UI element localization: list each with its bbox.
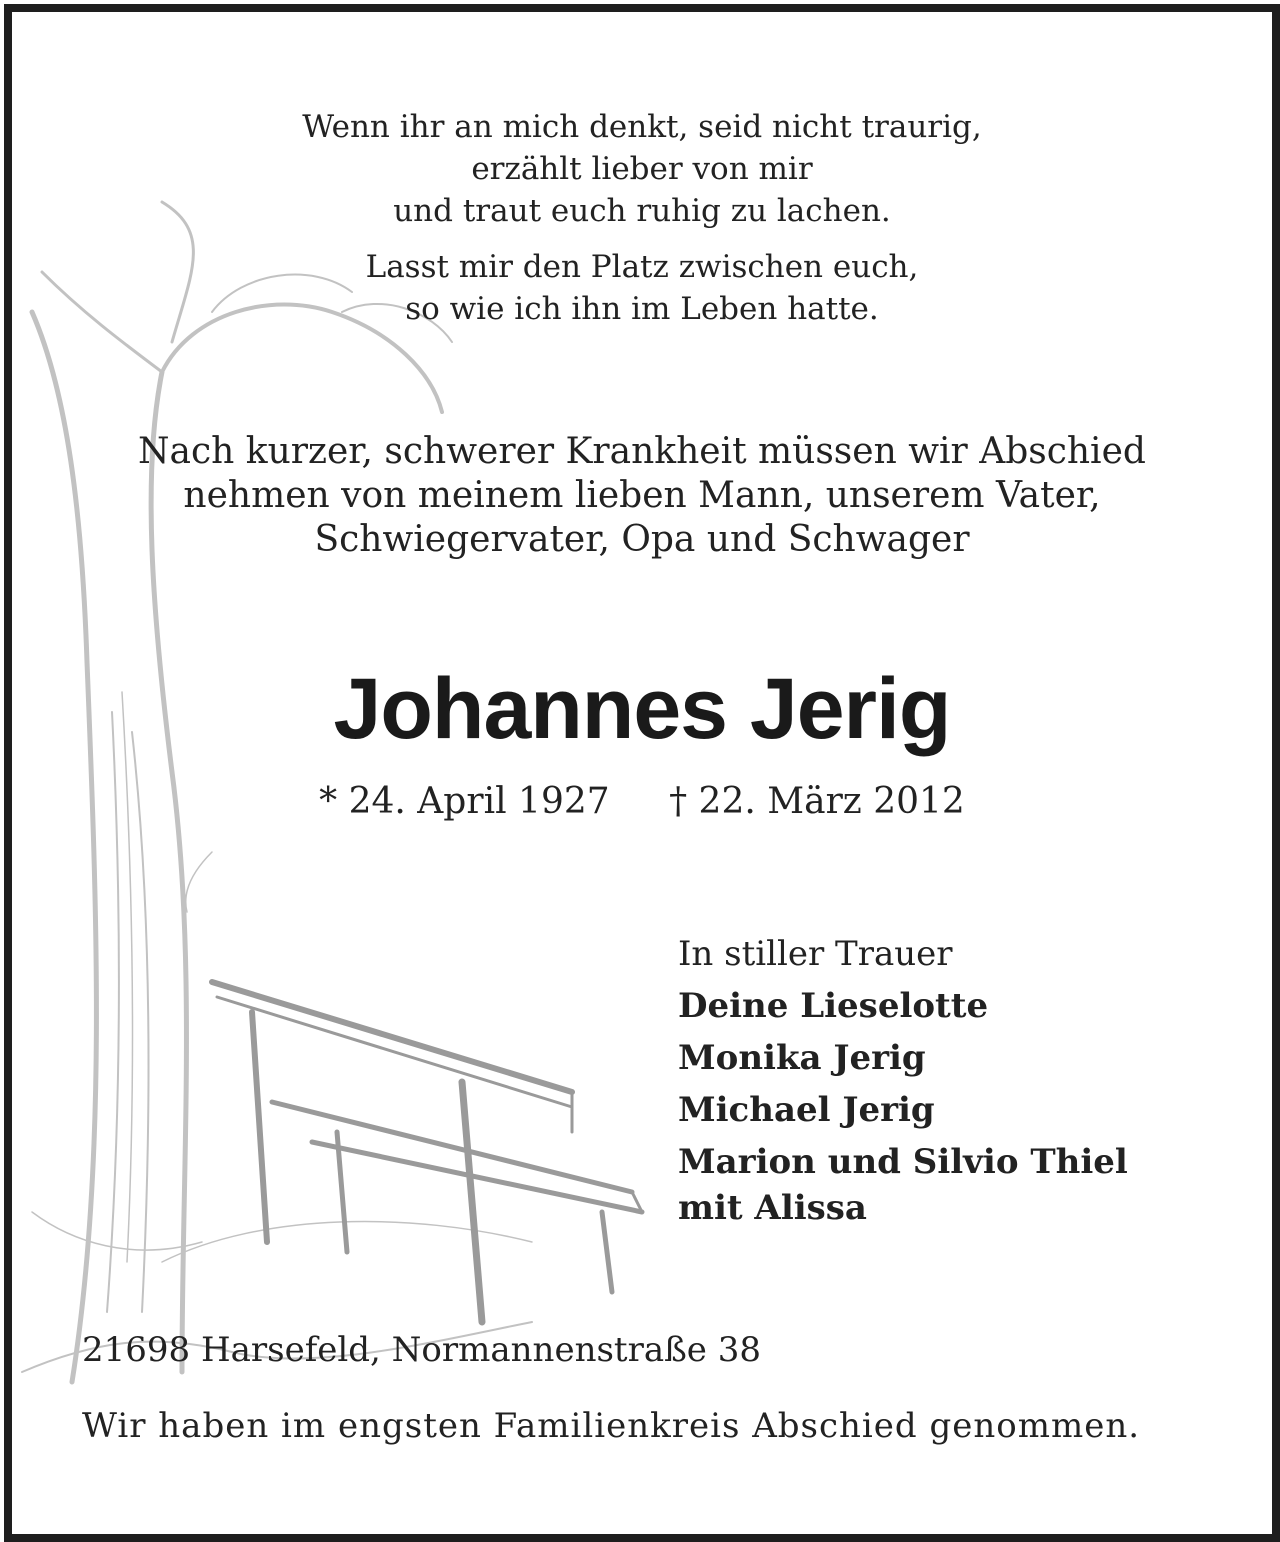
life-dates [12, 780, 1272, 824]
poem-line: Wenn ihr an mich denkt, seid nicht traurig, [302, 109, 982, 145]
announcement-line: nehmen von meinem lieben Mann, unserem Vater, [183, 475, 1101, 516]
announcement-text [52, 430, 1232, 562]
mourner-name: Deine Lieselotte [678, 986, 989, 1026]
announcement-line: Schwiegervater, Opa und Schwager [314, 519, 970, 560]
birth-date: * 24. April 1927 [319, 781, 610, 822]
poem-line: Lasst mir den Platz zwischen euch, [365, 249, 919, 285]
obituary-frame [4, 4, 1280, 1542]
poem-line: so wie ich ihn im Leben hatte. [405, 291, 879, 327]
mourner-name: Michael Jerig [678, 1090, 935, 1130]
poem-line: und traut euch ruhig zu lachen. [393, 193, 891, 229]
poem-stanza-1 [12, 106, 1272, 232]
mourner-name: Monika Jerig [678, 1038, 926, 1078]
closing-note: Wir haben im engsten Familienkreis Abschied genommen. [82, 1406, 1141, 1446]
tree-bench-illustration [12, 12, 1272, 1534]
mourners-heading: In stiller Trauer [678, 934, 953, 974]
poem-line: erzählt lieber von mir [471, 151, 813, 187]
deceased-name: Johannes Jerig [333, 661, 951, 757]
mourner-name: mit Alissa [678, 1188, 867, 1228]
mourner-name: Marion und Silvio Thiel [678, 1142, 1128, 1182]
death-date: † 22. März 2012 [669, 781, 965, 822]
poem-stanza-2 [12, 246, 1272, 330]
announcement-line: Nach kurzer, schwerer Krankheit müssen wir Abschied [138, 431, 1146, 472]
address: 21698 Harsefeld, Normannenstraße 38 [82, 1330, 762, 1370]
mourners-block [678, 928, 1128, 1228]
